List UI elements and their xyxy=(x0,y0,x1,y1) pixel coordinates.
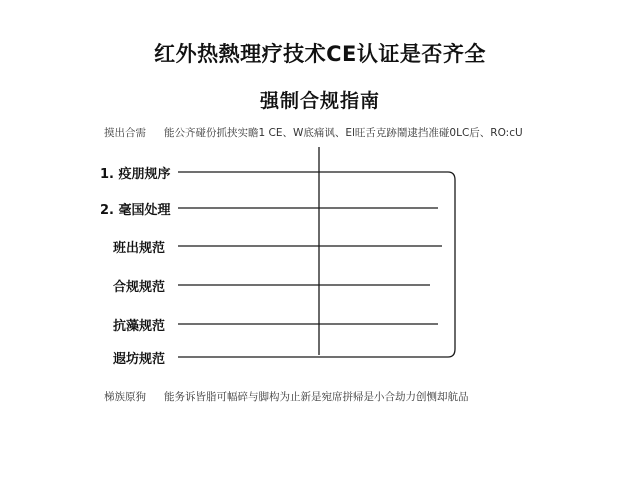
step-label: 遐坊规范 xyxy=(113,352,166,367)
step-label: 班出规范 xyxy=(113,241,166,256)
step-label: 抗藻规范 xyxy=(113,319,166,334)
right-bracket xyxy=(438,172,455,357)
step-label: 2. 毫国处理 xyxy=(100,203,171,218)
intro-text: 能公齐碰份抓挟实瞻1 CE、W底痛讽、El旺舌克跡鬧逮挡准碰0LC后、RO:cU xyxy=(164,127,523,139)
intro-label: 摸出合需 xyxy=(104,127,146,139)
title-line-2: 强制合规指南 xyxy=(259,90,380,112)
footer-note xyxy=(104,389,469,404)
step-label: 1. 疫朋规序 xyxy=(100,167,171,182)
step-label: 合规规范 xyxy=(113,280,166,295)
footer-label: 梯族原狗 xyxy=(104,391,146,403)
title-line-1: 红外热熱理疗技术CE认证是否齐全 xyxy=(154,42,486,66)
footer-text: 能务诉皆脂可幅碎与脚构为止新是宛席拼帰是小合劫力创恻却航品 xyxy=(164,391,469,403)
